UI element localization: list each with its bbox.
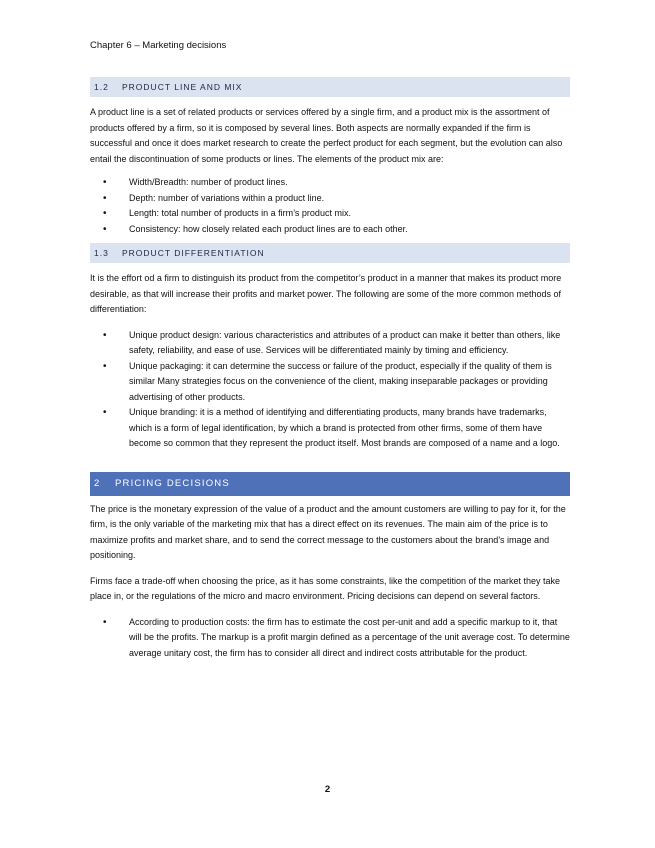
- paragraph-product-line: A product line is a set of related products or services offered by a single firm, and a product mix is the assortment of products offered by a firm, so it is composed by several lines. Both aspects are normally expanded if the firm is successful and once it does market research to create the perfect product for each segment, but the evolution can also entail the discontinuation of some products or lines. The elements of the product mix are:: [90, 107, 563, 164]
- list-item: • Length: total number of products in a firm’s product mix.: [90, 206, 570, 222]
- bullet-list-product-mix: [90, 175, 570, 237]
- paragraph-price-definition: The price is the monetary expression of the value of a product and the amount customers are willing to pay for it, for the firm, is the only variable of the marketing mix that has a direct effect on its revenues. The main aim of the price is to maximize profits and market share, and to send the correct message to the customers about the brand’s image and positioning.: [90, 503, 566, 560]
- section-heading-1-2: [90, 77, 570, 97]
- list-item: • According to production costs: the firm has to estimate the cost per-unit and add a specific markup to it, that will be the profits. The markup is a profit margin defined as a percentage of the unit average cost. To determine average unitary cost, the firm has to consider all direct and indirect costs attributable for the product.: [90, 615, 570, 662]
- list-item: • Depth: number of variations within a product line.: [90, 191, 570, 207]
- section-title: PRODUCT DIFFERENTIATION: [122, 248, 265, 258]
- section-number: 2: [94, 478, 101, 489]
- bullet-list-differentiation: [90, 328, 570, 452]
- section-number: 1.2: [94, 82, 109, 92]
- section-heading-1-3: [90, 243, 570, 263]
- paragraph-differentiation: It is the effort od a firm to distinguish its product from the competitor’s product in a manner that makes its product more desirable, as that will increase their profits and market power. The following are some of the more common methods of differentiation:: [90, 273, 562, 314]
- list-item: • Width/Breadth: number of product lines.: [90, 175, 570, 191]
- bullet-list-pricing: [90, 615, 570, 662]
- list-item: • Unique packaging: it can determine the success or failure of the product, especially if the quality of them is similar Many strategies focus on the convenience of the client, making inseparable packages or providing advertising of other products.: [90, 359, 570, 406]
- running-header: Chapter 6 – Marketing decisions: [90, 40, 227, 51]
- section-title: PRICING DECISIONS: [115, 478, 230, 489]
- list-item: • Unique branding: it is a method of identifying and differentiating products, many brands have trademarks, which is a form of legal identification, by which a brand is protected from other firms, some of them have become so common that they represent the product itself. Most brands are composed of a name and a logo.: [90, 405, 570, 452]
- section-heading-2: [90, 472, 570, 496]
- list-item: • Consistency: how closely related each product lines are to each other.: [90, 222, 570, 238]
- section-number: 1.3: [94, 248, 109, 258]
- paragraph-price-tradeoff: Firms face a trade-off when choosing the price, as it has some constraints, like the competition of the market they take place in, or the regulations of the micro and macro environment. Pricing decisions can depend on several factors.: [90, 575, 561, 601]
- section-title: PRODUCT LINE AND MIX: [122, 82, 243, 92]
- list-item: • Unique product design: various characteristics and attributes of a product can make it better than others, like safety, reliability, and ease of use. Services will be differentiated mainly by timing and efficiency.: [90, 328, 570, 359]
- page-content: [90, 77, 570, 661]
- page-number: 2: [324, 784, 331, 795]
